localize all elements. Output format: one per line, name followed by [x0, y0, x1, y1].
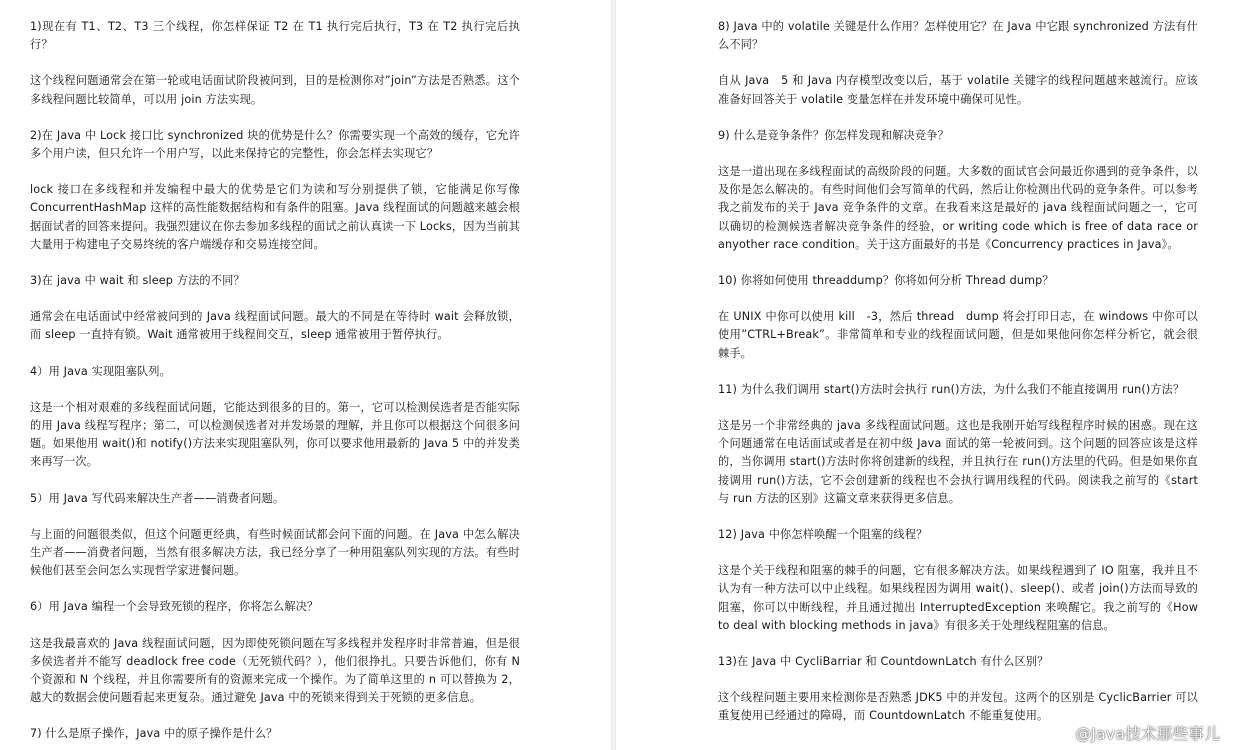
answer-paragraph: 这是一道出现在多线程面试的高级阶段的问题。大多数的面试官会问最近你遇到的竞争条件，以及你是怎么解决的。有些时间他们会写简单的代码，然后让你检测出代码的竞争条件。可以参考我之前发布的关于 Java 竞争条件的文章。在我看来这是最好的 java 线程面试问题之一，它可以确切的检测候选者解决竞争条件的经验，or writing code which is free of data race or anyother race condition。关于这方面最好的书是《Concurrency practices in Java》。: [718, 165, 1198, 251]
question-heading: 6）用 Java 编程一个会导致死锁的程序，你将怎么解决？: [30, 600, 319, 614]
answer-paragraph: 这是一个相对艰难的多线程面试问题，它能达到很多的目的。第一，它可以检测侯选者是否能实际的用 Java 线程写程序；第二，可以检测侯选者对并发场景的理解，并且你可以根据这个问很多问题。如果他用 wait()和 notify()方法来实现阻塞队列，你可以要求他用最新的 Java 5 中的并发类来再写一次。: [30, 400, 520, 469]
question-heading: 13)在 Java 中 CycliBarriar 和 CountdownLatch 有什么区别？: [718, 655, 1049, 669]
answer-paragraph: 与上面的问题很类似，但这个问题更经典，有些时候面试都会问下面的问题。在 Java 中怎么解决生产者——消费者问题，当然有很多解决方法，我已经分享了一种用阻塞队列实现的方法。有些时候他们甚至会问怎么实现哲学家进餐问题。: [30, 527, 520, 578]
left-document-page: [0, 0, 612, 750]
question-heading: 10) 你将如何使用 threaddump？你将如何分析 Thread dump？: [718, 274, 1054, 288]
question-heading: 1)现在有 T1、T2、T3 三个线程，你怎样保证 T2 在 T1 执行完后执行，T3 在 T2 执行完后执行？: [30, 20, 520, 52]
question-heading: 7) 什么是原子操作，Java 中的原子操作是什么？: [30, 727, 278, 741]
question-heading: 12) Java 中你怎样唤醒一个阻塞的线程？: [718, 528, 928, 542]
answer-paragraph: 在 UNIX 中你可以使用 kill -3，然后 thread dump 将会打印日志，在 windows 中你可以使用”CTRL+Break”。非常简单和专业的线程面试问题，但是如果他问你怎样分析它，就会很棘手。: [718, 310, 1198, 360]
answer-paragraph: 这是另一个非常经典的 java 多线程面试问题。这也是我刚开始写线程程序时候的困惑。现在这个问题通常在电话面试或者是在初中级 Java 面试的第一轮被问到。这个问题的回答应该是这样的，当你调用 start()方法时你将创建新的线程，并且执行在 run()方法里的代码。但是如果你直接调用 run()方法，它不会创建新的线程也不会执行调用线程的代码。阅读我之前写的《start 与 run 方法的区别》这篇文章来获得更多信息。: [718, 419, 1198, 505]
question-heading: 9) 什么是竞争条件？你怎样发现和解决竞争？: [718, 128, 949, 142]
answer-paragraph: 自从 Java 5 和 Java 内存模型改变以后，基于 volatile 关键字的线程问题越来越流行。应该准备好回答关于 volatile 变量怎样在并发环境中确保可见性。: [718, 74, 1198, 106]
answer-paragraph: 通常会在电话面试中经常被问到的 Java 线程面试问题。最大的不同是在等待时 wait 会释放锁，而 sleep 一直持有锁。Wait 通常被用于线程间交互，sleep 通常被用于暂停执行。: [30, 310, 520, 342]
watermark-text: @Java技术那些事儿: [1075, 725, 1220, 743]
question-heading: 11) 为什么我们调用 start()方法时会执行 run()方法，为什么我们不能直接调用 run()方法？: [718, 382, 1185, 396]
watermark: [1075, 722, 1220, 744]
answer-paragraph: 这是我最喜欢的 Java 线程面试问题，因为即使死锁问题在写多线程并发程序时非常普遍，但是很多侯选者并不能写 deadlock free code（无死锁代码？），他们很挣扎。只要告诉他们，你有 N 个资源和 N 个线程，并且你需要所有的资源来完成一个操作。为了简单这里的 n 可以替换为 2，越大的数据会使问题看起来更复杂。通过避免 Java 中的死锁来得到关于死锁的更多信息。: [30, 636, 520, 705]
question-heading: 5）用 Java 写代码来解决生产者——消费者问题。: [30, 491, 285, 505]
right-document-page: [616, 0, 1240, 750]
question-heading: 2)在 Java 中 Lock 接口比 synchronized 块的优势是什么？你需要实现一个高效的缓存，它允许多个用户读，但只允许一个用户写，以此来保持它的完整性，你会怎样去实现它？: [30, 128, 520, 161]
answer-paragraph: 这个线程问题通常会在第一轮或电话面试阶段被问到，目的是检测你对”join”方法是否熟悉。这个多线程问题比较简单，可以用 join 方法实现。: [30, 74, 520, 106]
question-heading: 8) Java 中的 volatile 关键是什么作用？怎样使用它？在 Java 中它跟 synchronized 方法有什么不同？: [718, 20, 1198, 52]
question-heading: 4）用 Java 实现阻塞队列。: [30, 364, 171, 378]
question-heading: 3)在 java 中 wait 和 sleep 方法的不同？: [30, 274, 245, 288]
answer-paragraph: 这个线程问题主要用来检测你是否熟悉 JDK5 中的并发包。这两个的区别是 CyclicBarrier 可以重复使用已经通过的障碍，而 CountdownLatch 不能重复使用。: [718, 691, 1198, 723]
answer-paragraph: lock 接口在多线程和并发编程中最大的优势是它们为读和写分别提供了锁，它能满足你写像 ConcurrentHashMap 这样的高性能数据结构和有条件的阻塞。Java 线程面试的问题越来越会根据面试者的回答来提问。我强烈建议在你去参加多线程的面试之前认真读一下 Locks，因为当前其大量用于构建电子交易终统的客户端缓存和交易连接空间。: [30, 183, 520, 251]
answer-paragraph: 这是个关于线程和阻塞的棘手的问题，它有很多解决方法。如果线程遇到了 IO 阻塞，我并且不认为有一种方法可以中止线程。如果线程因为调用 wait()、sleep()、或者 join()方法而导致的阻塞，你可以中断线程，并且通过抛出 InterruptedException 来唤醒它。我之前写的《How to deal with blocking methods in java》有很多关于处理线程阻塞的信息。: [718, 564, 1198, 632]
